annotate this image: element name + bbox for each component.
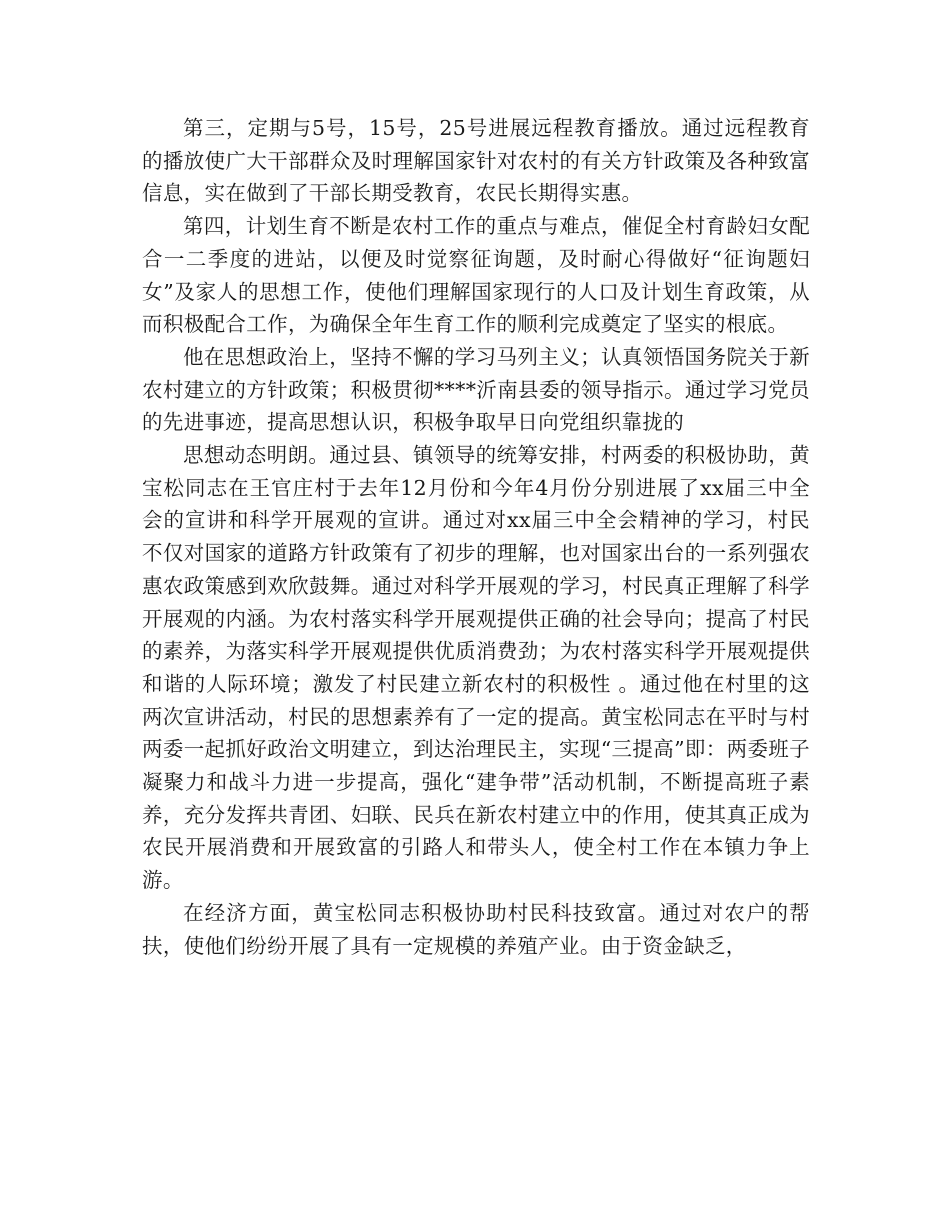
paragraph-3: 他在思想政治上，坚持不懈的学习马列主义；认真领悟国务院关于新农村建立的方针政策；积极贯彻****沂南县委的领导指示。通过学习党员的先进事迹，提高思想认识，积极争取早日向党组织靠拢的 (142, 344, 810, 435)
paragraph-1: 第三，定期与5号，15号，25号进展远程教育播放。通过远程教育的播放使广大干部群众及时理解国家针对农村的有关方针政策及各种致富信息，实在做到了干部长期受教育，农民长期得实惠。 (142, 116, 810, 206)
paragraph-2: 第四，计划生育不断是农村工作的重点与难点，催促全村育龄妇女配合一二季度的进站，以便及时觉察征询题，及时耐心得做好“征询题妇女”及家人的思想工作，使他们理解国家现行的人口及计划生育政策，从而积极配合工作，为确保全年生育工作的顺利完成奠定了坚实的根底。 (142, 214, 810, 337)
document-body (142, 112, 810, 962)
paragraph-4: 思想动态明朗。通过县、镇领导的统筹安排，村两委的积极协助，黄宝松同志在王官庄村于去年12月份和今年4月份分别进展了xx届三中全会的宣讲和科学开展观的宣讲。通过对xx届三中全会精神的学习，村民不仅对国家的道路方针政策有了初步的理解，也对国家出台的一系列强农惠农政策感到欢欣鼓舞。通过对科学开展观的学习，村民真正理解了科学开展观的内涵。为农村落实科学开展观提供正确的社会导向；提高了村民的素养，为落实科学开展观提供优质消费劲；为农村落实科学开展观提供和谐的人际环境；激发了村民建立新农村的积极性 。通过他在村里的这两次宣讲活动，村民的思想素养有了一定的提高。黄宝松同志在平时与村两委一起抓好政治文明建立，到达治理民主，实现“三提高”即：两委班子凝聚力和战斗力进一步提高，强化“建争带”活动机制，不断提高班子素养，充分发挥共青团、妇联、民兵在新农村建立中的作用，使其真正成为农民开展消费和开展致富的引路人和带头人，使全村工作在本镇力争上游。 (142, 443, 811, 893)
paragraph-5: 在经济方面，黄宝松同志积极协助村民科技致富。通过对农户的帮扶，使他们纷纷开展了具有一定规模的养殖产业。由于资金缺乏， (142, 900, 810, 958)
